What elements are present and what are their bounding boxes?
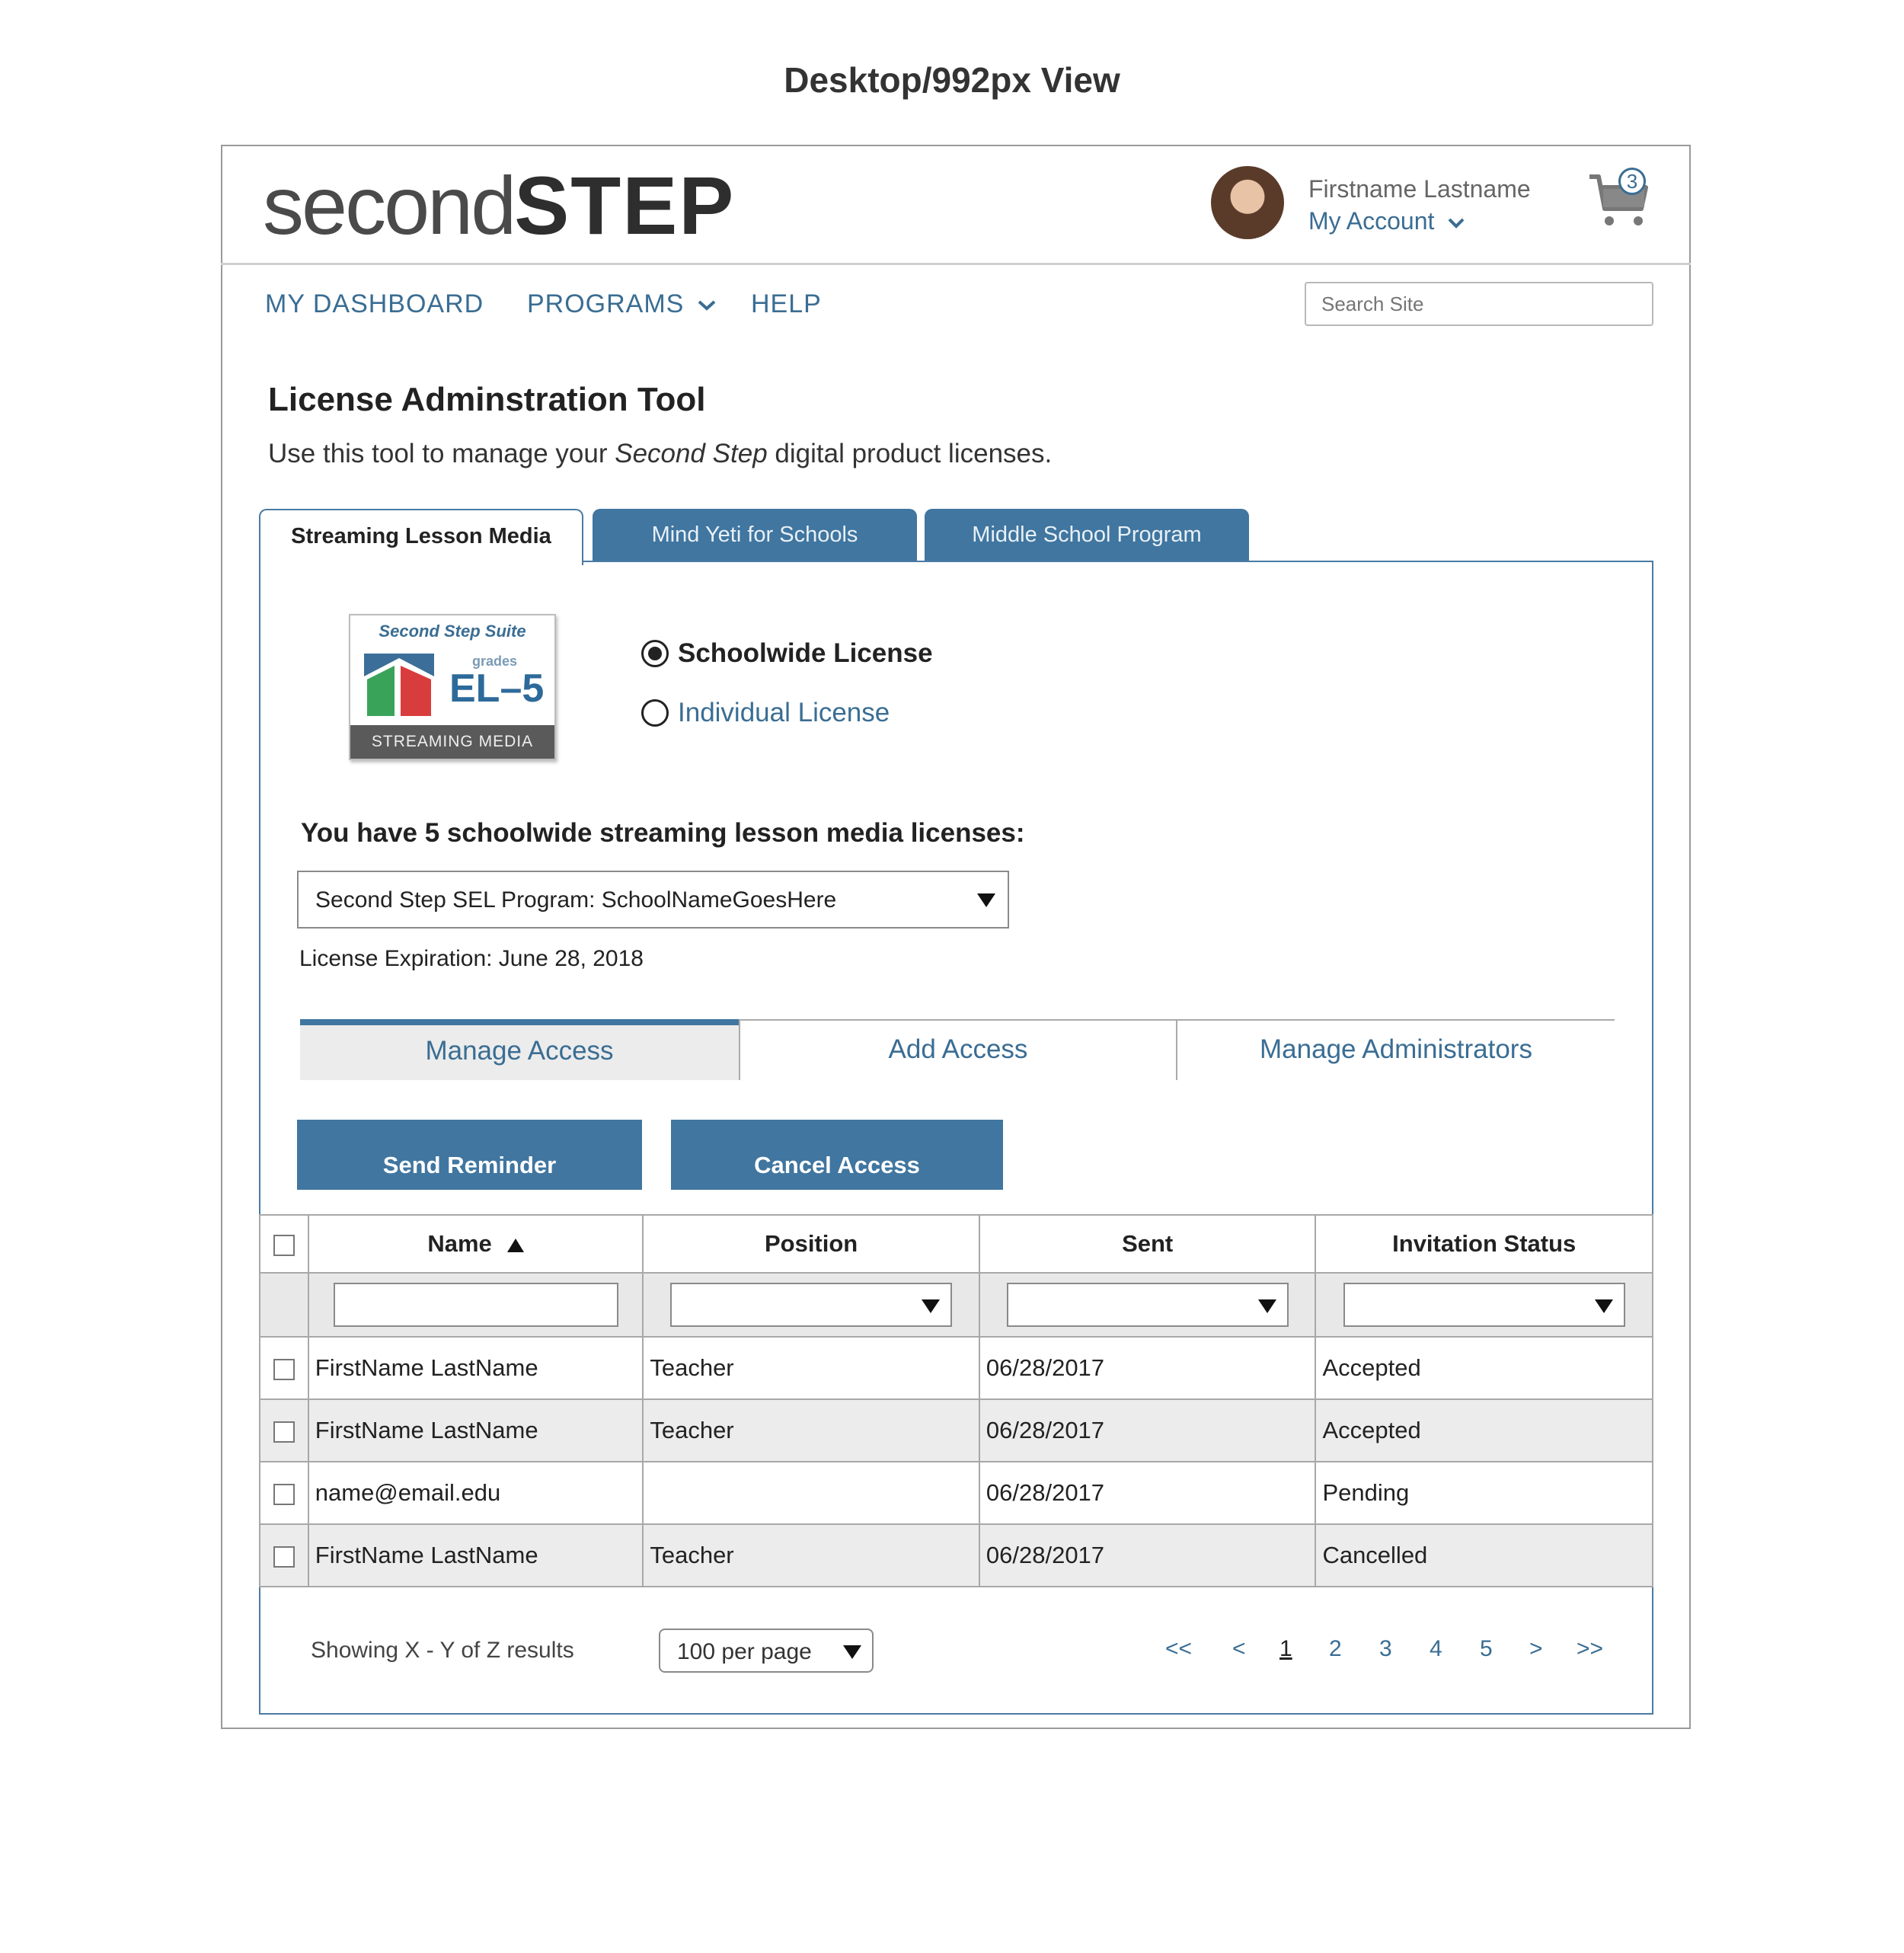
status-filter-select[interactable] xyxy=(1343,1283,1625,1327)
chevron-down-icon xyxy=(1447,216,1465,230)
cancel-access-button[interactable]: Cancel Access xyxy=(671,1120,1003,1190)
subtab-add-access[interactable]: Add Access xyxy=(888,1034,1028,1064)
table-filter-row xyxy=(260,1273,1653,1337)
send-reminder-button[interactable]: Send Reminder xyxy=(297,1120,642,1190)
column-header-invitation-status[interactable]: Invitation Status xyxy=(1315,1215,1653,1273)
column-header-sent[interactable]: Sent xyxy=(979,1215,1316,1273)
cell-sent: 06/28/2017 xyxy=(979,1524,1316,1587)
column-header-name[interactable] xyxy=(308,1215,644,1273)
tool-title: License Adminstration Tool xyxy=(268,381,706,418)
nav-my-dashboard[interactable]: MY DASHBOARD xyxy=(265,289,484,318)
cell-position: Teacher xyxy=(643,1399,979,1462)
dropdown-arrow-icon xyxy=(977,893,995,907)
pagination-page-1[interactable]: 1 xyxy=(1279,1636,1292,1661)
subtab-manage-administrators[interactable]: Manage Administrators xyxy=(1260,1034,1532,1064)
select-all-cell xyxy=(260,1215,308,1273)
results-count: Showing X - Y of Z results xyxy=(311,1638,574,1663)
my-account-menu[interactable] xyxy=(1308,207,1465,235)
pagination-last[interactable]: >> xyxy=(1577,1636,1604,1661)
cell-status: Cancelled xyxy=(1315,1524,1653,1587)
cell-status: Accepted xyxy=(1315,1337,1653,1399)
filter-empty-cell xyxy=(260,1273,308,1337)
row-checkbox[interactable] xyxy=(273,1359,295,1380)
row-checkbox[interactable] xyxy=(273,1546,295,1568)
row-checkbox[interactable] xyxy=(273,1484,295,1505)
sent-filter-select[interactable] xyxy=(1007,1283,1289,1327)
cell-name: FirstName LastName xyxy=(308,1337,644,1399)
filter-cell-status xyxy=(1315,1273,1653,1337)
page-title: Desktop/992px View xyxy=(784,60,1120,100)
cell-sent: 06/28/2017 xyxy=(979,1337,1316,1399)
row-select-cell xyxy=(260,1399,308,1462)
pagination-page-5[interactable]: 5 xyxy=(1480,1636,1493,1661)
cart-count-badge: 3 xyxy=(1618,168,1646,195)
logo-text-second: second xyxy=(263,159,515,251)
intro-text-product: Second Step xyxy=(615,439,768,468)
column-header-name-label: Name xyxy=(427,1230,492,1257)
tab-middle-school-program[interactable]: Middle School Program xyxy=(925,509,1249,562)
cell-position: Teacher xyxy=(643,1337,979,1399)
logo-text-step: STEP xyxy=(514,159,736,251)
second-step-logo[interactable] xyxy=(263,156,735,255)
position-filter-select[interactable] xyxy=(670,1283,952,1327)
dropdown-arrow-icon xyxy=(1595,1299,1613,1313)
filter-cell-sent xyxy=(979,1273,1316,1337)
my-account-label: My Account xyxy=(1308,207,1435,235)
cell-status: Pending xyxy=(1315,1462,1653,1524)
avatar[interactable] xyxy=(1211,166,1284,239)
nav-programs[interactable] xyxy=(527,289,717,319)
filter-cell-name xyxy=(308,1273,644,1337)
product-thumbnail xyxy=(349,614,556,760)
table-row[interactable] xyxy=(260,1337,1653,1399)
product-footer-label: STREAMING MEDIA xyxy=(350,725,554,759)
filter-cell-position xyxy=(643,1273,979,1337)
cell-name: name@email.edu xyxy=(308,1462,644,1524)
subtab-manage-access[interactable]: Manage Access xyxy=(300,1019,739,1080)
pagination-page-3[interactable]: 3 xyxy=(1379,1636,1392,1661)
cell-position: Teacher xyxy=(643,1524,979,1587)
row-select-cell xyxy=(260,1337,308,1399)
license-expiration: License Expiration: June 28, 2018 xyxy=(299,946,644,971)
pagination-first[interactable]: << xyxy=(1165,1636,1193,1661)
product-grades-label: grades xyxy=(472,654,518,669)
pagination-next[interactable]: > xyxy=(1529,1636,1543,1661)
table-row[interactable] xyxy=(260,1524,1653,1587)
per-page-select[interactable] xyxy=(659,1629,874,1673)
table-header-row xyxy=(260,1215,1653,1273)
product-grade-range: EL–5 xyxy=(449,666,545,711)
row-select-cell xyxy=(260,1462,308,1524)
per-page-value: 100 per page xyxy=(677,1639,812,1664)
product-suite-label: Second Step Suite xyxy=(379,622,526,641)
pagination-prev[interactable]: < xyxy=(1232,1636,1246,1661)
tab-mind-yeti-for-schools[interactable]: Mind Yeti for Schools xyxy=(593,509,917,562)
column-header-position[interactable]: Position xyxy=(643,1215,979,1273)
individual-license-radio[interactable] xyxy=(641,699,669,727)
table-row[interactable] xyxy=(260,1462,1653,1524)
cell-sent: 06/28/2017 xyxy=(979,1399,1316,1462)
tab-streaming-lesson-media[interactable]: Streaming Lesson Media xyxy=(259,509,583,565)
intro-text-after: digital product licenses. xyxy=(767,439,1053,468)
chevron-down-icon xyxy=(697,299,717,312)
header-divider xyxy=(221,263,1691,265)
search-input[interactable] xyxy=(1305,282,1653,326)
cell-sent: 06/28/2017 xyxy=(979,1462,1316,1524)
nav-help[interactable]: HELP xyxy=(751,289,822,318)
schoolwide-license-radio[interactable] xyxy=(641,640,669,667)
pagination-page-4[interactable]: 4 xyxy=(1430,1636,1442,1661)
license-select-value: Second Step SEL Program: SchoolNameGoesHere xyxy=(315,887,837,913)
individual-license-label[interactable]: Individual License xyxy=(678,698,890,727)
licenses-count-text: You have 5 schoolwide streaming lesson media licenses: xyxy=(301,818,1025,848)
cart-button[interactable] xyxy=(1588,166,1649,235)
license-select[interactable] xyxy=(297,871,1009,929)
dropdown-arrow-icon xyxy=(1258,1299,1276,1313)
row-checkbox[interactable] xyxy=(273,1421,295,1443)
pagination-page-2[interactable]: 2 xyxy=(1329,1636,1342,1661)
schoolwide-license-label[interactable]: Schoolwide License xyxy=(678,638,933,668)
cell-position xyxy=(643,1462,979,1524)
access-table xyxy=(259,1214,1653,1587)
cell-name: FirstName LastName xyxy=(308,1399,644,1462)
select-all-checkbox[interactable] xyxy=(273,1235,295,1256)
user-name: Firstname Lastname xyxy=(1308,175,1531,203)
cell-name: FirstName LastName xyxy=(308,1524,644,1587)
dropdown-arrow-icon xyxy=(922,1299,940,1313)
house-icon xyxy=(364,654,434,719)
table-row[interactable] xyxy=(260,1399,1653,1462)
nav-programs-label: PROGRAMS xyxy=(527,289,685,318)
cell-status: Accepted xyxy=(1315,1399,1653,1462)
intro-text xyxy=(268,439,1052,469)
row-select-cell xyxy=(260,1524,308,1587)
dropdown-arrow-icon xyxy=(843,1645,861,1659)
sort-ascending-icon xyxy=(507,1239,524,1252)
name-filter-input[interactable] xyxy=(334,1283,618,1327)
intro-text-before: Use this tool to manage your xyxy=(268,439,615,468)
